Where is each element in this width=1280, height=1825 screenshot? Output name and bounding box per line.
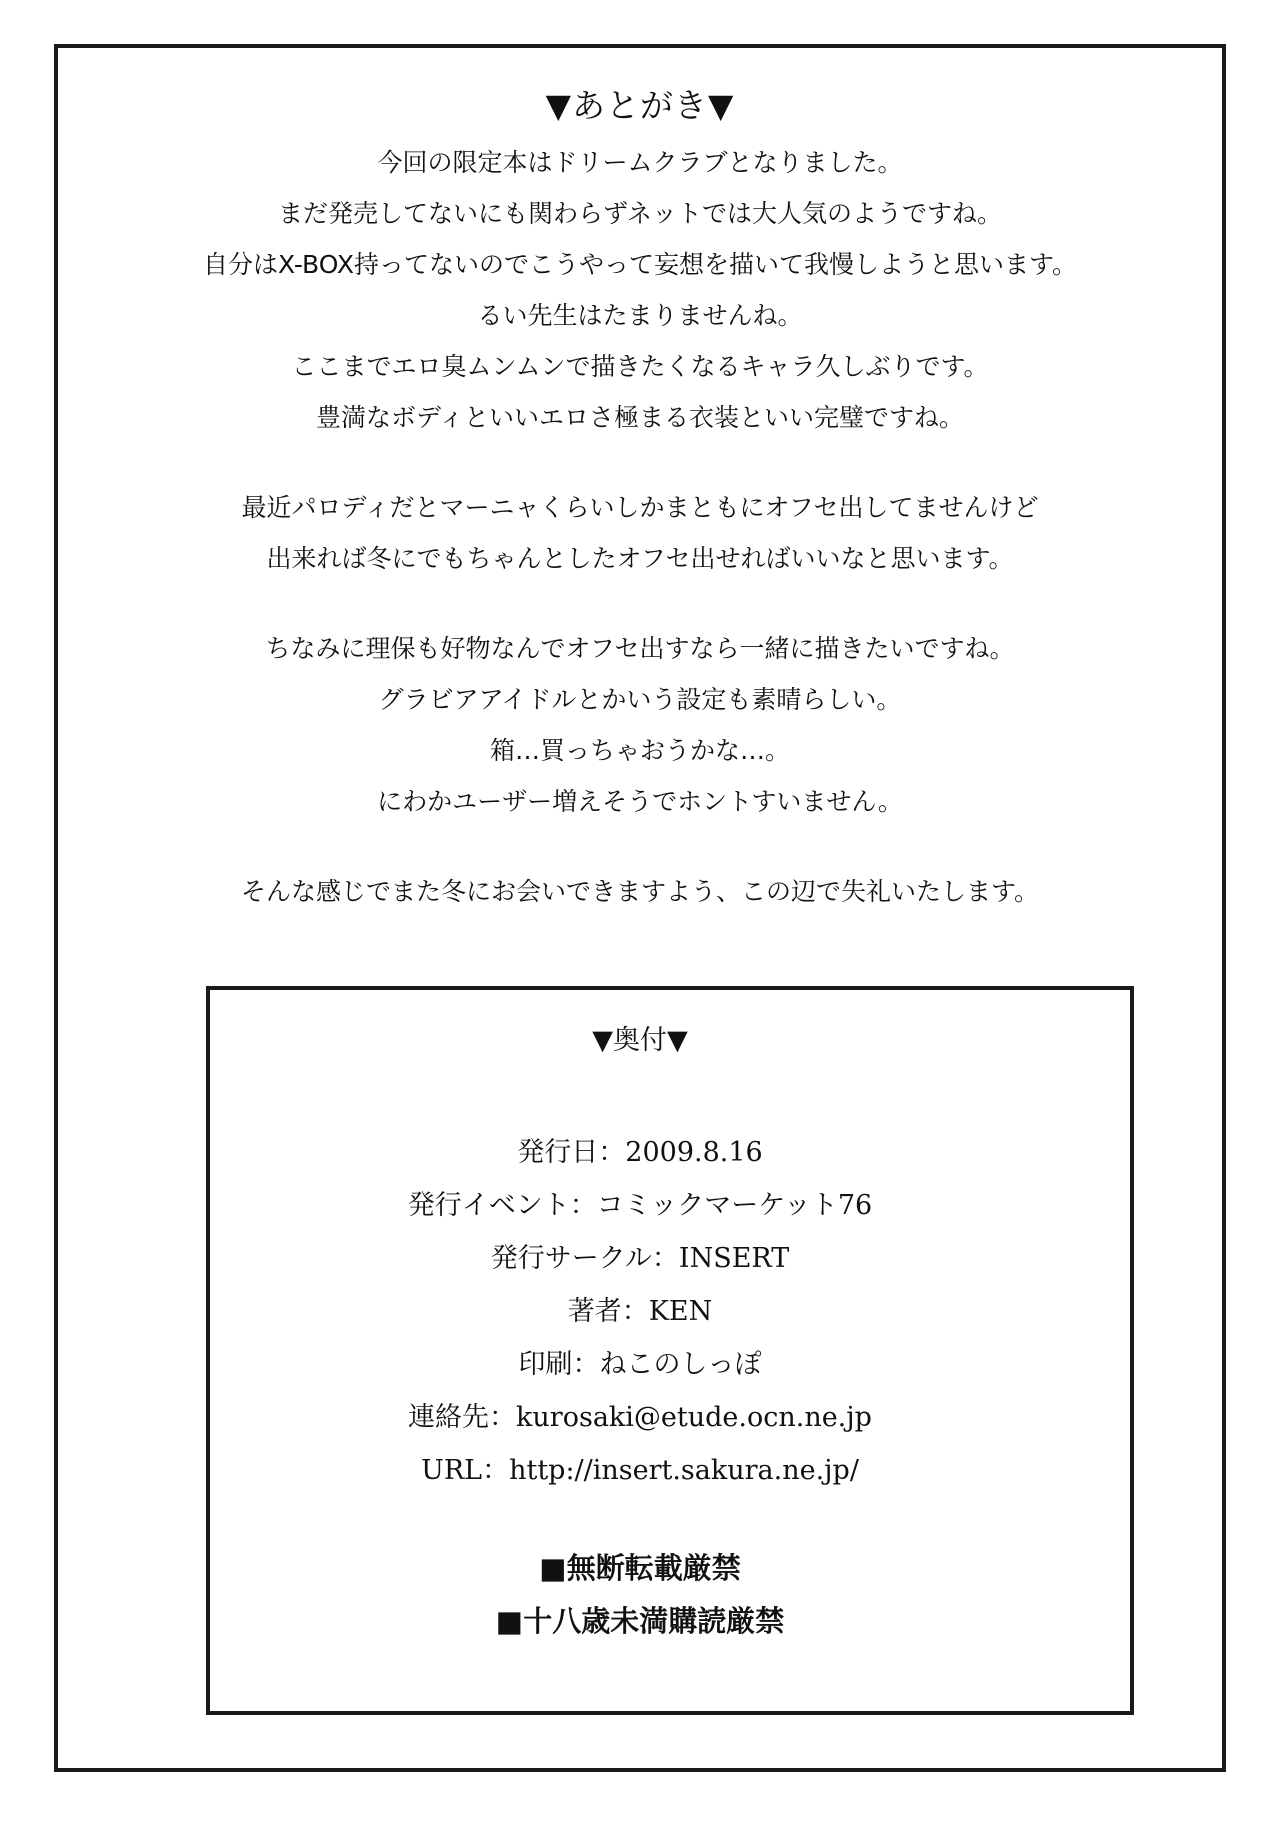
printer: 印刷：ねこのしっぽ bbox=[518, 1349, 762, 1380]
afterword-line: ちなみに理保も好物なんでオフセ出すなら一緒に描きたいですね。 bbox=[265, 634, 1015, 663]
afterword-line: グラビアアイドルとかいう設定も素晴らしい。 bbox=[378, 685, 902, 714]
contact-email: 連絡先：kurosaki@etude.ocn.ne.jp bbox=[408, 1402, 872, 1433]
afterword-line: そんな感じでまた冬にお会いできますよう、この辺で失礼いたします。 bbox=[240, 877, 1039, 906]
author: 著者：KEN bbox=[567, 1296, 713, 1327]
afterword-line: にわかユーザー増えそうでホントすいません。 bbox=[377, 787, 903, 816]
afterword-line: 最近パロディだとマーニャくらいしかまともにオフセ出してませんけど bbox=[241, 493, 1039, 522]
age-restriction-notice: ■十八歳未満購読厳禁 bbox=[495, 1604, 785, 1638]
afterword-line: 豊満なボディといいエロさ極まる衣装といい完璧ですね。 bbox=[315, 403, 964, 432]
afterword-title: ▼あとがき▼ bbox=[545, 86, 735, 125]
afterword-line: 今回の限定本はドリームクラブとなりました。 bbox=[377, 148, 903, 177]
afterword-line: 自分はX-BOX持ってないのでこうやって妄想を描いて我慢しようと思います。 bbox=[203, 250, 1077, 279]
no-reproduction-notice: ■無断転載厳禁 bbox=[539, 1551, 741, 1585]
publish-date: 発行日：2009.8.16 bbox=[517, 1137, 763, 1168]
colophon-title: ▼奥付▼ bbox=[592, 1025, 688, 1056]
afterword-line: るい先生はたまりませんね。 bbox=[477, 301, 803, 330]
afterword-line: ここまでエロ臭ムンムンで描きたくなるキャラ久しぶりです。 bbox=[291, 352, 989, 381]
afterword-line: 出来れば冬にでもちゃんとしたオフセ出せればいいなと思います。 bbox=[266, 544, 1014, 573]
afterword-line: まだ発売してないにも関わらずネットでは大人気のようですね。 bbox=[277, 199, 1002, 228]
publish-circle: 発行サークル：INSERT bbox=[490, 1243, 790, 1274]
afterword-line: 箱…買っちゃおうかな…。 bbox=[489, 736, 790, 765]
publish-event: 発行イベント：コミックマーケット76 bbox=[407, 1190, 873, 1221]
website-url: URL：http://insert.sakura.ne.jp/ bbox=[421, 1455, 859, 1486]
